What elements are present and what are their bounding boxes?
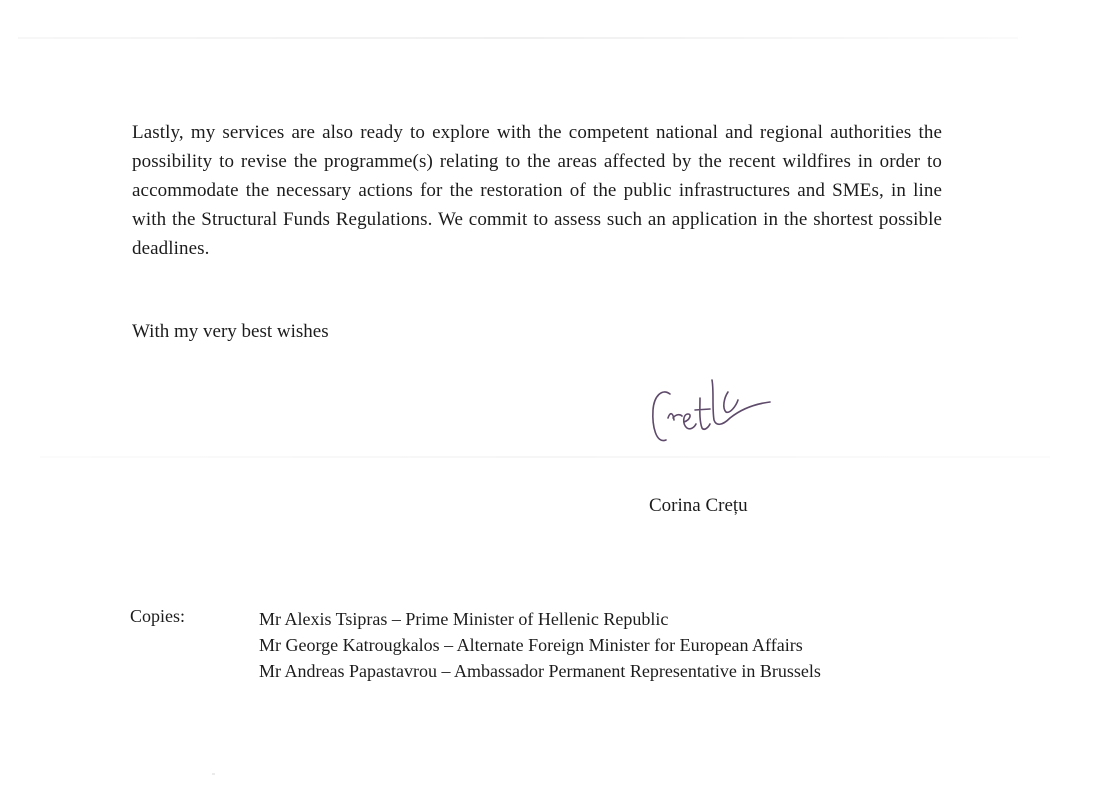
handwritten-signature <box>640 368 780 452</box>
copy-recipient: Mr Andreas Papastavrou – Ambassador Permanent Representative in Brussels <box>259 661 821 681</box>
copy-recipient: Mr Alexis Tsipras – Prime Minister of Hellenic Republic <box>259 609 669 629</box>
scan-artifact-line <box>40 456 1050 458</box>
copies-list <box>259 606 821 684</box>
copies-label: Copies: <box>130 606 186 626</box>
scan-speck <box>212 773 215 775</box>
copy-recipient: Mr George Katrougkalos – Alternate Foreign Minister for European Affairs <box>259 635 803 655</box>
scan-artifact-line <box>18 37 1018 39</box>
closing-line: With my very best wishes <box>132 321 329 342</box>
letter-paragraph: Lastly, my services are also ready to explore with the competent national and regional authorities the possibility to revise the programme(s) relating to the areas affected by the recent wildfires in order to accommodate the necessary actions for the restoration of the public infrastructures and SMEs, in line with the Structural Funds Regulations. We commit to assess such an application in the shortest possible deadlines. <box>132 122 942 259</box>
signer-name: Corina Crețu <box>649 495 748 516</box>
